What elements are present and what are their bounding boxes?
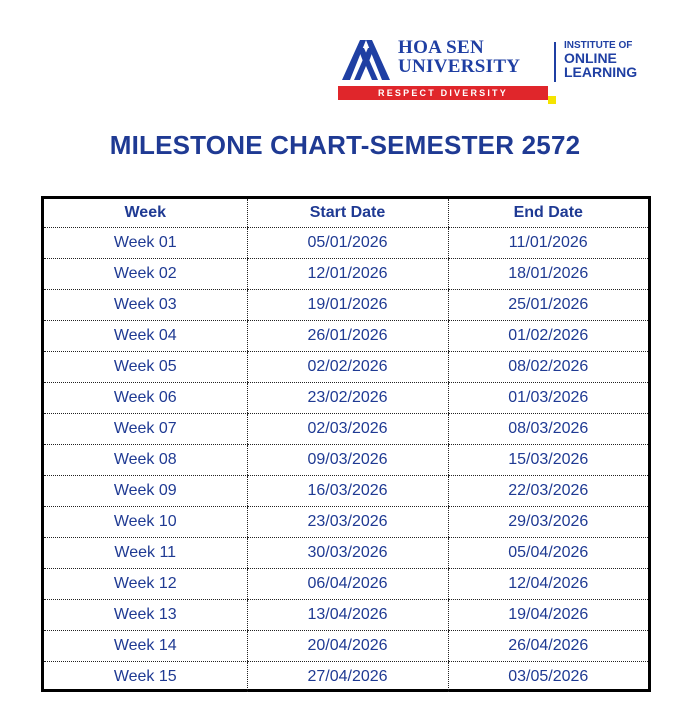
week-cell: Week 10 — [44, 507, 247, 538]
start-date-cell: 26/01/2026 — [247, 321, 448, 352]
end-date-cell: 25/01/2026 — [448, 290, 648, 321]
institute-name-line2: ONLINE — [564, 50, 617, 66]
week-cell: Week 04 — [44, 321, 247, 352]
end-date-cell: 18/01/2026 — [448, 259, 648, 290]
logo-tagline: RESPECT DIVERSITY — [338, 86, 548, 100]
start-date-cell: 02/02/2026 — [247, 352, 448, 383]
end-date-cell: 11/01/2026 — [448, 228, 648, 259]
week-cell: Week 01 — [44, 228, 247, 259]
start-date-cell: 27/04/2026 — [247, 662, 448, 693]
end-date-cell: 01/02/2026 — [448, 321, 648, 352]
start-date-cell: 19/01/2026 — [247, 290, 448, 321]
university-name-line2: UNIVERSITY — [398, 56, 521, 77]
week-cell: Week 15 — [113, 668, 177, 685]
institute-name-line3: LEARNING — [564, 64, 638, 80]
institute-name-line1: INSTITUTE OF — [564, 40, 633, 51]
week-cell: Week 14 — [44, 631, 247, 662]
end-date-cell: 22/03/2026 — [448, 476, 648, 507]
table-row — [44, 383, 648, 414]
table-row — [44, 259, 648, 290]
table-row — [44, 569, 648, 600]
end-date-cell: 05/04/2026 — [448, 538, 648, 569]
university-name-line1: HOA SEN — [398, 37, 485, 58]
start-date-cell: 30/03/2026 — [247, 538, 448, 569]
institute-name — [564, 40, 637, 79]
table-row — [44, 600, 648, 631]
start-date-cell: 06/04/2026 — [247, 569, 448, 600]
week-cell: Week 07 — [44, 414, 247, 445]
start-date-cell: 05/01/2026 — [247, 228, 448, 259]
table-row — [44, 476, 648, 507]
table-row — [44, 507, 648, 538]
lotus-mountain-logo-icon — [338, 34, 394, 84]
week-cell: Week 02 — [44, 259, 247, 290]
start-date-cell: 12/01/2026 — [247, 259, 448, 290]
start-date-cell: 20/04/2026 — [247, 631, 448, 662]
end-date-cell: 29/03/2026 — [448, 507, 648, 538]
header-end-date: End Date — [448, 199, 648, 228]
end-date-cell: 01/03/2026 — [448, 383, 648, 414]
university-name — [398, 38, 520, 76]
table-row — [44, 414, 648, 445]
end-date-cell: 15/03/2026 — [448, 445, 648, 476]
table-row — [44, 538, 648, 569]
week-cell: Week 03 — [44, 290, 247, 321]
start-date-cell: 09/03/2026 — [247, 445, 448, 476]
table-row — [44, 445, 648, 476]
week-cell: Week 13 — [44, 600, 247, 631]
page-title: MILESTONE CHART-SEMESTER 2572 — [109, 130, 581, 160]
milestone-table — [41, 196, 651, 692]
start-date-cell: 16/03/2026 — [247, 476, 448, 507]
week-cell: Week 05 — [44, 352, 247, 383]
table-row — [44, 290, 648, 321]
end-date-cell: 08/03/2026 — [448, 414, 648, 445]
week-cell: Week 11 — [44, 538, 247, 569]
start-date-cell: 23/02/2026 — [247, 383, 448, 414]
end-date-cell: 12/04/2026 — [448, 569, 648, 600]
table-row — [44, 321, 648, 352]
week-cell: Week 06 — [44, 383, 247, 414]
header-week: Week — [44, 199, 247, 228]
week-cell: Week 08 — [44, 445, 247, 476]
table-row — [44, 662, 648, 693]
end-date-cell: 19/04/2026 — [448, 600, 648, 631]
week-cell: Week 12 — [44, 569, 247, 600]
start-date-cell: 23/03/2026 — [247, 507, 448, 538]
week-cell: Week 09 — [44, 476, 247, 507]
start-date-cell: 13/04/2026 — [247, 600, 448, 631]
start-date-cell: 02/03/2026 — [247, 414, 448, 445]
header-start-date: Start Date — [247, 199, 448, 228]
table-header-row — [44, 199, 648, 228]
university-logo — [336, 34, 656, 108]
table-row — [44, 631, 648, 662]
end-date-cell: 08/02/2026 — [448, 352, 648, 383]
table-row — [44, 352, 648, 383]
logo-divider — [554, 42, 556, 82]
end-date-cell: 26/04/2026 — [448, 631, 648, 662]
end-date-cell: 03/05/2026 — [448, 662, 648, 693]
table-row — [44, 228, 648, 259]
logo-accent-square — [548, 96, 556, 104]
